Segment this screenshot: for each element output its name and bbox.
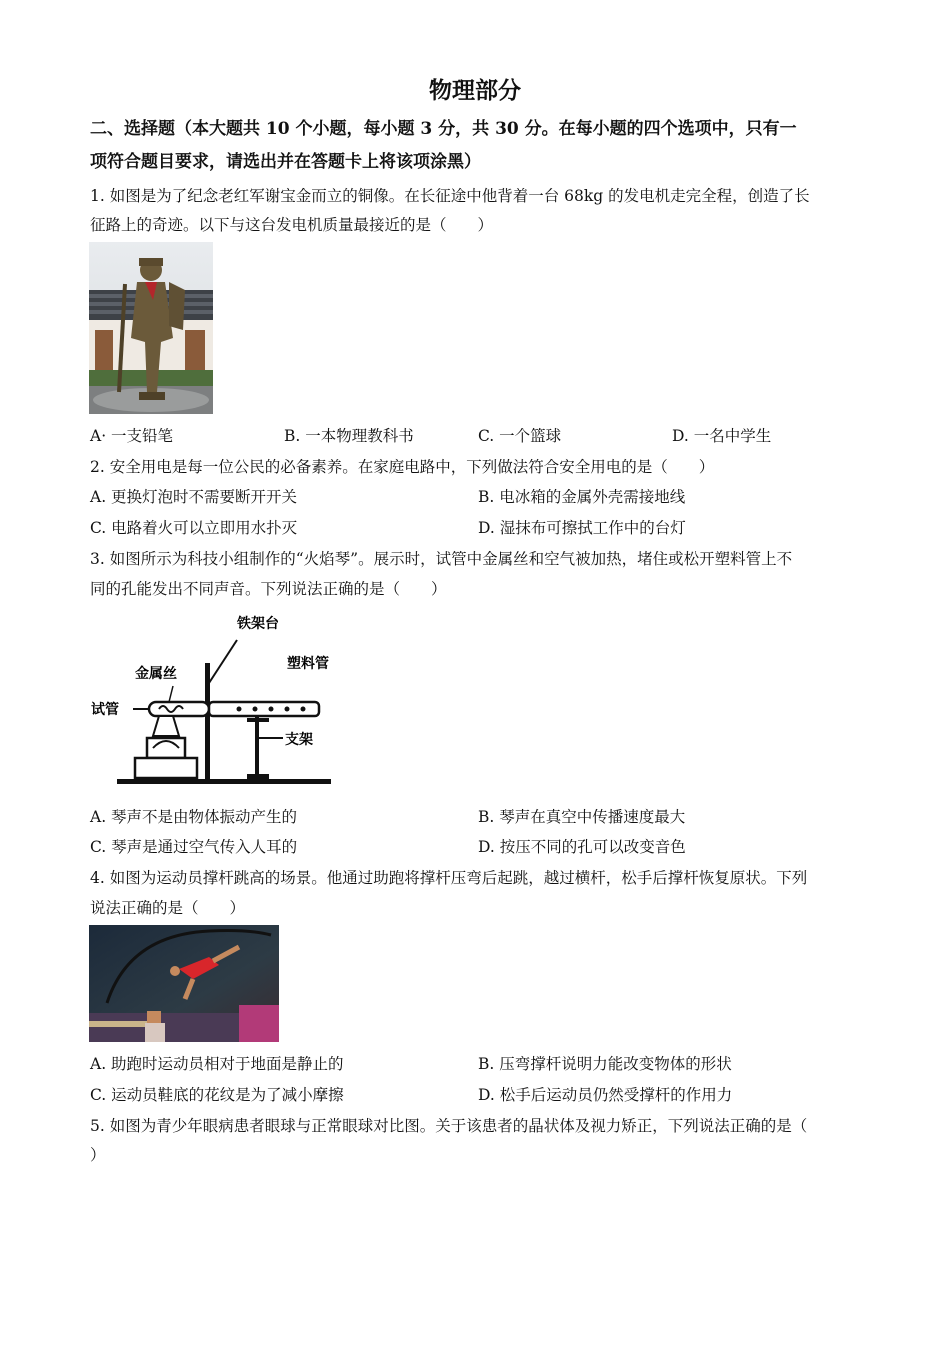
q3-option-a[interactable]: A. 琴声不是由物体振动产生的 — [90, 808, 298, 826]
flame-harp-diagram — [89, 608, 339, 793]
q4-option-c[interactable]: C. 运动员鞋底的花纹是为了减小摩擦 — [90, 1086, 344, 1104]
q3-stem-line-1: 3. 如图所示为科技小组制作的“火焰琴”。展示时，试管中金属丝和空气被加热，堵住或松开塑料管上不 — [90, 550, 793, 568]
q3-stem-line-2: 同的孔能发出不同声音。下列说法正确的是（ ） — [90, 580, 447, 598]
q4-option-a[interactable]: A. 助跑时运动员相对于地面是静止的 — [90, 1055, 344, 1073]
q1-option-b[interactable]: B. 一本物理教科书 — [284, 427, 414, 445]
q3-option-d[interactable]: D. 按压不同的孔可以改变音色 — [478, 838, 686, 856]
q5-stem-line-2: ） — [90, 1146, 106, 1164]
q2-option-d[interactable]: D. 湿抹布可擦拭工作中的台灯 — [478, 519, 686, 537]
q1-stem-line-2: 征路上的奇迹。以下与这台发电机质量最接近的是（ ） — [90, 216, 494, 234]
section-heading-line-2: 项符合题目要求，请选出并在答题卡上将该项涂黑） — [90, 152, 481, 172]
label-iron-stand: 铁架台 — [237, 616, 279, 632]
label-plastic-tube: 塑料管 — [287, 656, 329, 672]
label-test-tube: 试管 — [91, 702, 119, 718]
q1-stem-line-1: 1. 如图是为了纪念老红军谢宝金而立的铜像。在长征途中他背着一台 68kg 的发电机走完全程，创造了长 — [90, 187, 810, 205]
pole-vault-photo — [89, 925, 279, 1042]
q3-option-b[interactable]: B. 琴声在真空中传播速度最大 — [478, 808, 686, 826]
q1-option-a[interactable]: A· 一支铅笔 — [90, 427, 174, 445]
q4-option-b[interactable]: B. 压弯撑杆说明力能改变物体的形状 — [478, 1055, 732, 1073]
q1-option-c[interactable]: C. 一个篮球 — [478, 427, 562, 445]
q2-option-a[interactable]: A. 更换灯泡时不需要断开开关 — [90, 488, 298, 506]
q2-stem: 2. 安全用电是每一位公民的必备素养。在家庭电路中，下列做法符合安全用电的是（ ） — [90, 458, 715, 476]
page-title: 物理部分 — [429, 77, 521, 104]
q1-option-d[interactable]: D. 一名中学生 — [672, 427, 772, 445]
q4-stem-line-1: 4. 如图为运动员撑杆跳高的场景。他通过助跑将撑杆压弯后起跳，越过横杆，松手后撑杆恢复原状。下列 — [90, 869, 808, 887]
label-metal-wire: 金属丝 — [135, 666, 177, 682]
section-heading-line-1: 二、选择题（本大题共 10 个小题，每小题 3 分，共 30 分。在每小题的四个选项中，只有一 — [90, 119, 797, 139]
q5-stem-line-1: 5. 如图为青少年眼病患者眼球与正常眼球对比图。关于该患者的晶状体及视力矫正，下列说法正确的是（ — [90, 1117, 808, 1135]
statue-photo — [89, 242, 213, 414]
label-support: 支架 — [285, 732, 313, 748]
q4-option-d[interactable]: D. 松手后运动员仍然受撑杆的作用力 — [478, 1086, 733, 1104]
q3-option-c[interactable]: C. 琴声是通过空气传入人耳的 — [90, 838, 298, 856]
q4-stem-line-2: 说法正确的是（ ） — [90, 899, 246, 917]
q2-option-c[interactable]: C. 电路着火可以立即用水扑灭 — [90, 519, 298, 537]
q2-option-b[interactable]: B. 电冰箱的金属外壳需接地线 — [478, 488, 686, 506]
